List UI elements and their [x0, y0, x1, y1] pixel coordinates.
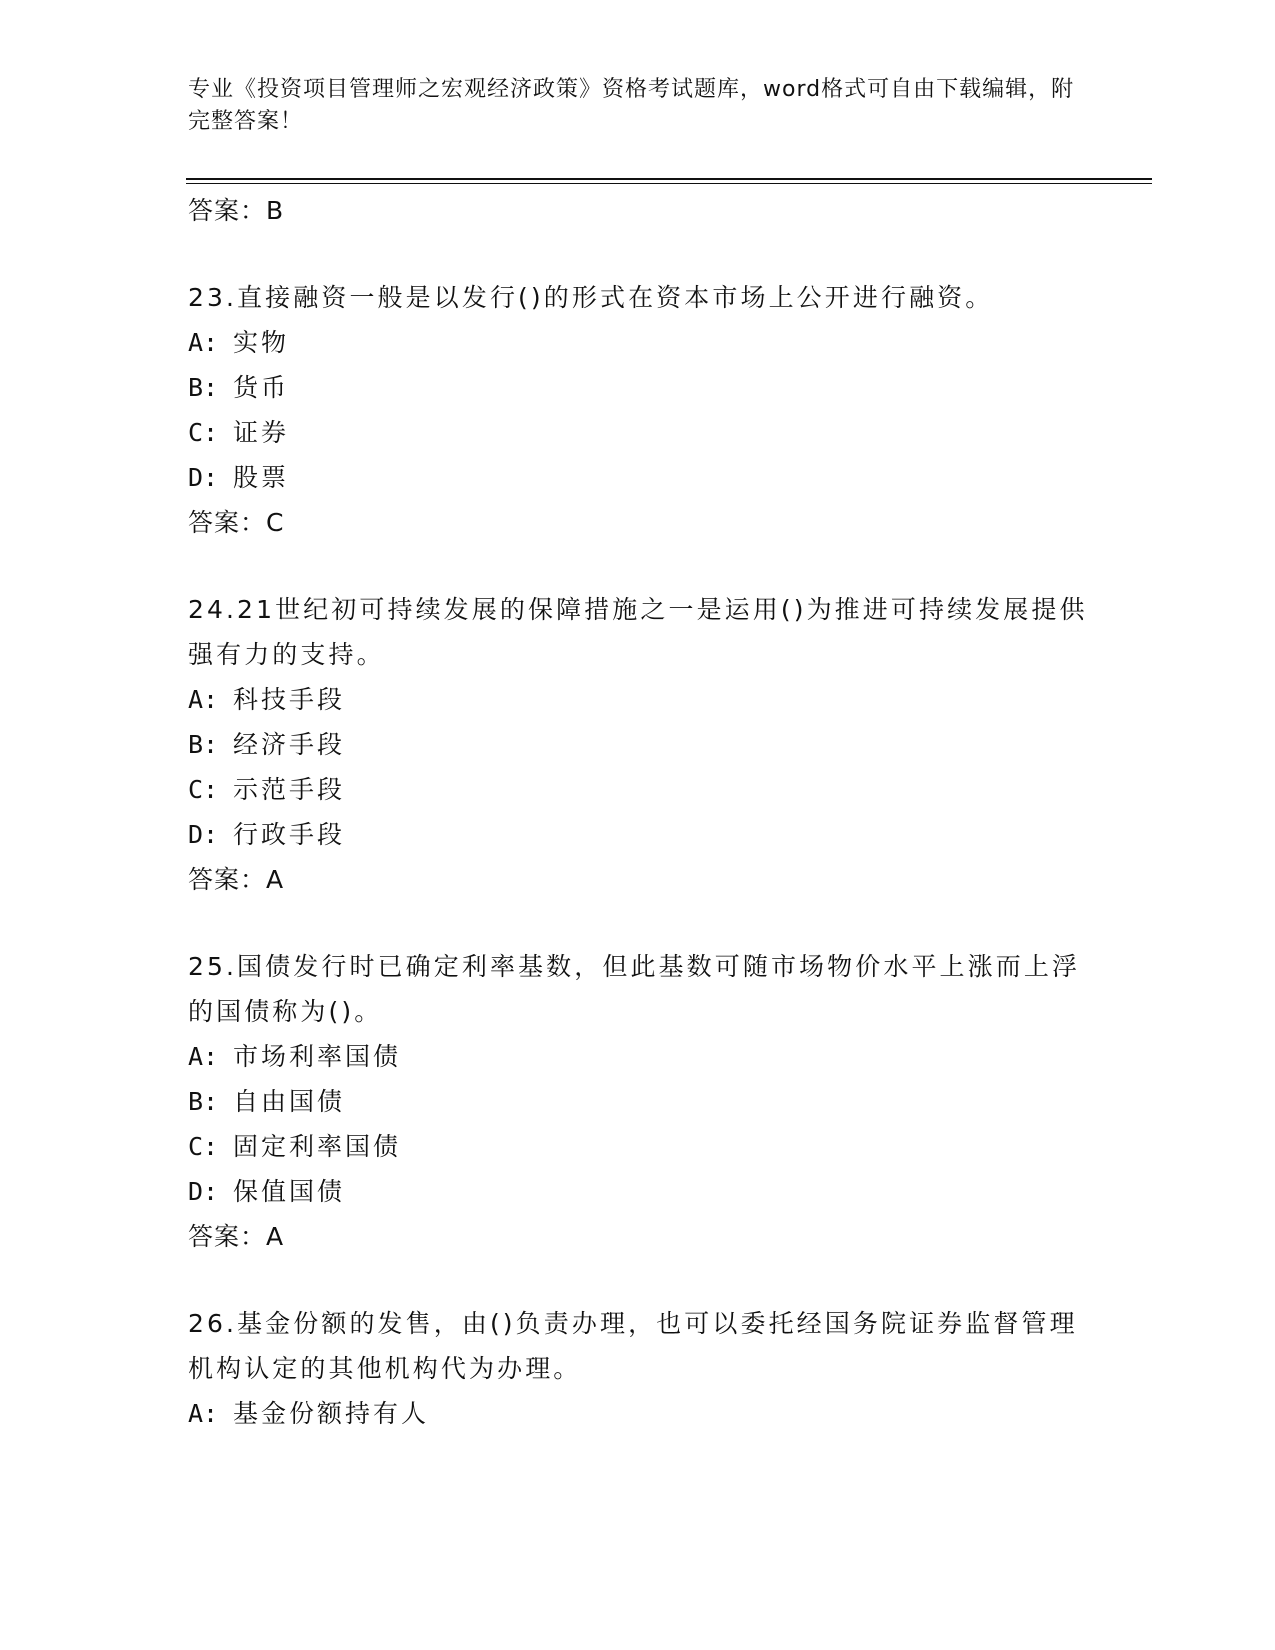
option-key: A:: [188, 328, 219, 357]
answer-line: 答案：A: [188, 865, 285, 894]
option-row: [188, 320, 1088, 365]
option-text: 自由国债: [233, 1087, 346, 1116]
option-text: 示范手段: [233, 775, 346, 804]
option-row: [188, 722, 1088, 767]
page-header-title: 专业《投资项目管理师之宏观经济政策》资格考试题库，word格式可自由下载编辑，附完整答案！: [188, 77, 1075, 134]
option-row: [188, 1034, 1088, 1079]
option-text: 证券: [233, 418, 290, 447]
option-key: B:: [188, 373, 219, 402]
option-text: 实物: [233, 328, 290, 357]
option-text: 基金份额持有人: [233, 1399, 430, 1428]
option-key: B:: [188, 1087, 219, 1116]
option-row: [188, 812, 1088, 857]
option-key: D:: [188, 820, 219, 849]
question-block: [188, 1301, 1088, 1436]
option-key: D:: [188, 1177, 219, 1206]
option-row: [188, 1079, 1088, 1124]
option-row: [188, 1169, 1088, 1214]
option-text: 科技手段: [233, 685, 346, 714]
option-key: A:: [188, 685, 219, 714]
question-text: 25.国债发行时已确定利率基数，但此基数可随市场物价水平上涨而上浮的国债称为()。: [188, 952, 1081, 1026]
option-row: [188, 1124, 1088, 1169]
answer-line: 答案：C: [188, 508, 285, 537]
option-key: C:: [188, 418, 219, 447]
option-text: 保值国债: [233, 1177, 346, 1206]
spacer: [188, 545, 1088, 587]
spacer: [188, 902, 1088, 944]
option-text: 股票: [233, 463, 290, 492]
spacer: [188, 233, 1088, 275]
question-block: [188, 275, 1088, 545]
answer-line: 答案：B: [188, 196, 285, 225]
option-key: D:: [188, 463, 219, 492]
option-key: A:: [188, 1399, 219, 1428]
question-content: [188, 188, 1088, 1436]
option-text: 货币: [233, 373, 290, 402]
option-key: C:: [188, 775, 219, 804]
header-divider-thin: [186, 183, 1152, 184]
header-divider-thick: [186, 178, 1152, 180]
spacer: [188, 1259, 1088, 1301]
option-row: [188, 410, 1088, 455]
option-row: [188, 455, 1088, 500]
question-block: [188, 587, 1088, 902]
option-row: [188, 365, 1088, 410]
question-text: 23.直接融资一般是以发行()的形式在资本市场上公开进行融资。: [188, 283, 994, 312]
option-row: [188, 767, 1088, 812]
option-text: 市场利率国债: [233, 1042, 402, 1071]
option-key: C:: [188, 1132, 219, 1161]
option-row: [188, 677, 1088, 722]
option-key: B:: [188, 730, 219, 759]
option-text: 固定利率国债: [233, 1132, 402, 1161]
option-text: 经济手段: [233, 730, 346, 759]
answer-line: 答案：A: [188, 1222, 285, 1251]
question-text: 26.基金份额的发售，由()负责办理，也可以委托经国务院证券监督管理机构认定的其他机构代为办理。: [188, 1309, 1078, 1383]
option-row: [188, 1391, 1088, 1436]
option-text: 行政手段: [233, 820, 346, 849]
question-text: 24.21世纪初可持续发展的保障措施之一是运用()为推进可持续发展提供强有力的支持。: [188, 595, 1088, 669]
option-key: A:: [188, 1042, 219, 1071]
question-block: [188, 944, 1088, 1259]
